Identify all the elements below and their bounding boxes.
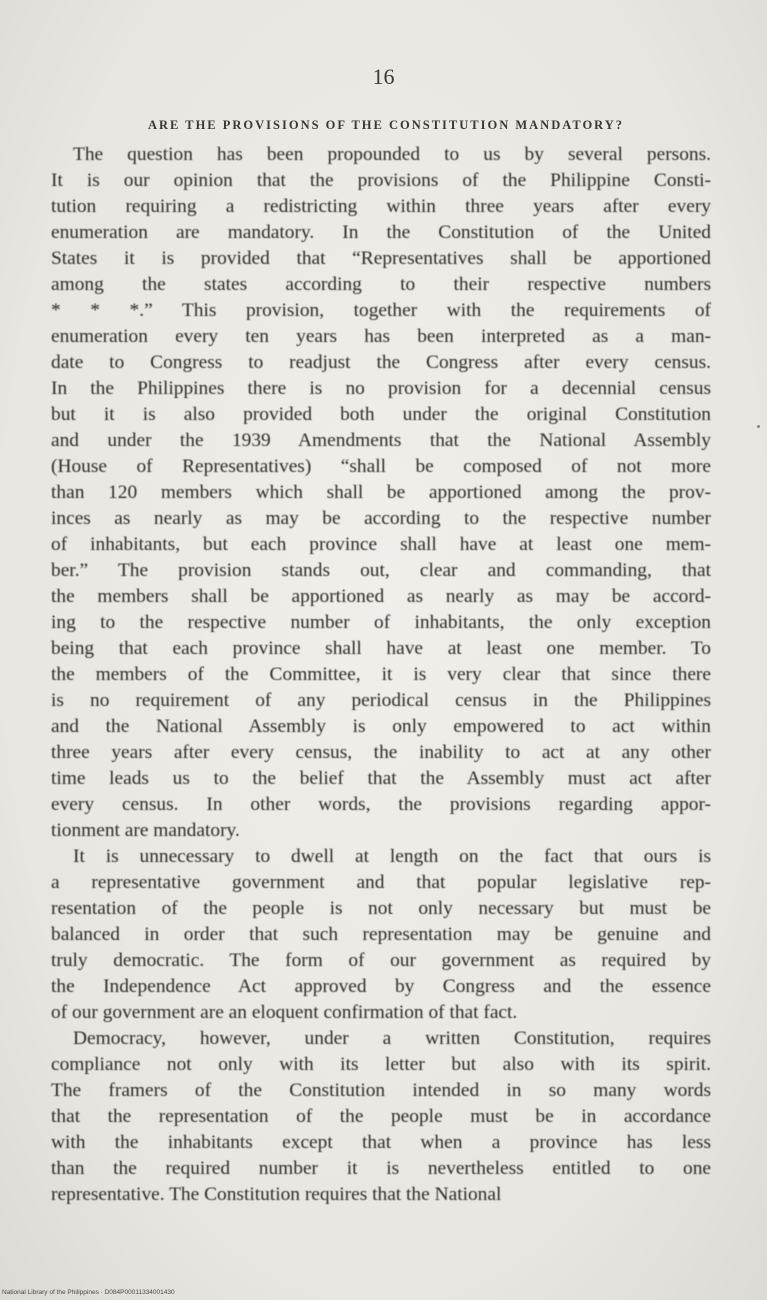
body-text [51, 142, 711, 1208]
text-line: The framers of the Constitution intended in so many words [51, 1080, 711, 1101]
text-line: that the representation of the people must be in accordance [51, 1106, 711, 1127]
text-line: a representative government and that popular legislative rep- [51, 872, 711, 893]
text-line: The question has been propounded to us by several persons. [73, 144, 711, 165]
text-line: enumeration are mandatory. In the Constitution of the United [51, 222, 711, 243]
text-line: In the Philippines there is no provision for a decennial census [51, 378, 711, 399]
text-line: tution requiring a redistricting within three years after every [51, 196, 711, 217]
text-line: every census. In other words, the provisions regarding appor- [51, 794, 711, 815]
text-line: States it is provided that “Representatives shall be apportioned [51, 248, 711, 269]
text-line: truly democratic. The form of our government as required by [51, 950, 711, 971]
text-line: * * *.” This provision, together with the requirements of [51, 300, 711, 321]
paragraph-1 [51, 142, 711, 844]
text-line: representative. The Constitution requires that the National [51, 1184, 502, 1205]
text-line: but it is also provided both under the original Constitution [51, 404, 711, 425]
paragraph-2 [51, 844, 711, 1026]
text-line: ber.” The provision stands out, clear and commanding, that [51, 560, 711, 581]
text-line: time leads us to the belief that the Assembly must act after [51, 768, 711, 789]
text-line: (House of Representatives) “shall be composed of not more [51, 456, 711, 477]
text-line: and under the 1939 Amendments that the National Assembly [51, 430, 711, 451]
text-line: Democracy, however, under a written Constitution, requires [73, 1028, 711, 1049]
text-line: balanced in order that such representation may be genuine and [51, 924, 711, 945]
text-line: than 120 members which shall be apportioned among the prov- [51, 482, 711, 503]
text-line: the Independence Act approved by Congress and the essence [51, 976, 711, 997]
text-line: It is unnecessary to dwell at length on the fact that ours is [73, 846, 711, 867]
text-line: of inhabitants, but each province shall have at least one mem- [51, 534, 711, 555]
section-heading: ARE THE PROVISIONS OF THE CONSTITUTION MANDATORY? [147, 118, 625, 132]
text-line: and the National Assembly is only empowered to act within [51, 716, 711, 737]
text-line: with the inhabitants except that when a province has less [51, 1132, 711, 1153]
text-line: of our government are an eloquent confirmation of that fact. [51, 1002, 518, 1023]
text-line: the members shall be apportioned as nearly as may be accord- [51, 586, 711, 607]
text-line: the members of the Committee, it is very clear that since there [51, 664, 711, 685]
text-line: compliance not only with its letter but also with its spirit. [51, 1054, 711, 1075]
text-line: date to Congress to readjust the Congress after every census. [51, 352, 711, 373]
text-line: tionment are mandatory. [51, 820, 240, 841]
paragraph-3 [51, 1026, 711, 1208]
text-line: among the states according to their respective numbers [51, 274, 711, 295]
text-line: than the required number it is nevertheless entitled to one [51, 1158, 711, 1179]
text-line: ing to the respective number of inhabitants, the only exception [51, 612, 711, 633]
text-line: being that each province shall have at least one member. To [51, 638, 711, 659]
archive-footer: National Library of the Philippines · D084P00011334001430 [2, 1289, 175, 1296]
text-line: enumeration every ten years has been interpreted as a man- [51, 326, 711, 347]
page-number: 16 [372, 64, 395, 89]
text-line: three years after every census, the inability to act at any other [51, 742, 711, 763]
text-line: is no requirement of any periodical census in the Philippines [51, 690, 711, 711]
text-line: inces as nearly as may be according to the respective number [51, 508, 711, 529]
paper-speck [757, 425, 760, 428]
text-line: resentation of the people is not only necessary but must be [51, 898, 711, 919]
text-line: It is our opinion that the provisions of the Philippine Consti- [51, 170, 711, 191]
